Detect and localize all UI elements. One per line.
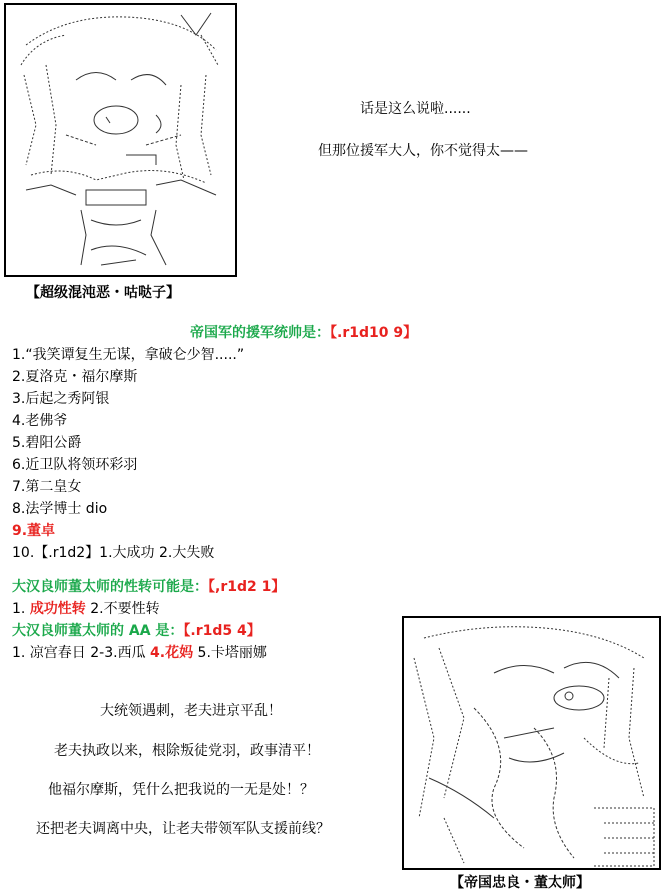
bottom-panel-caption: 【帝国忠良・董太师】	[450, 875, 590, 891]
roll1-option-4: 4.老佛爷	[12, 413, 68, 429]
roll1-option-6: 6.近卫队将领环彩羽	[12, 457, 138, 473]
top-dialogue-line-1: 话是这么说啦......	[360, 101, 471, 117]
top-dialogue-line-2: 但那位援军大人，你不觉得太——	[318, 143, 528, 159]
top-panel-caption: 【超级混沌恶・咕哒子】	[26, 285, 180, 301]
roll1-title: 帝国军的援军统帅是：	[190, 325, 330, 341]
roll2-options	[12, 598, 160, 618]
bottom-ascii-art-panel	[402, 616, 661, 870]
roll1-option-1: 1.“我笑谭复生无谋，拿破仑少智.....”	[12, 347, 245, 363]
roll1-option-8: 8.法学博士 dio	[12, 501, 108, 517]
roll2-title: 大汉良师董太师的性转可能是：	[12, 579, 208, 595]
bottom-dialogue-line-2: 老夫执政以来，根除叛徒党羽，政事清平！	[54, 743, 320, 759]
roll2-option-1-number: 1.	[12, 601, 26, 617]
roll1-result: 【.r1d10 9】	[330, 325, 418, 341]
roll3-options	[12, 642, 267, 662]
roll3-options-before: 1. 凉宫春日 2-3.西瓜	[12, 645, 146, 661]
roll2-option-1-selected: 成功性转	[29, 601, 86, 617]
roll3-options-after: 5.卡塔丽娜	[197, 645, 267, 661]
roll3-result: 【.r1d5 4】	[183, 623, 261, 639]
ascii-art-character-guda	[6, 5, 235, 275]
ascii-art-character-dong	[404, 618, 659, 868]
bottom-dialogue-line-4: 还把老夫调离中央，让老夫带领军队支援前线？	[36, 821, 330, 837]
roll2-result: 【,r1d2 1】	[208, 579, 286, 595]
roll2-option-2: 2.不要性转	[90, 601, 160, 617]
roll1-heading	[190, 322, 417, 342]
roll3-heading	[12, 620, 261, 640]
roll3-option-selected: 4.花妈	[150, 645, 194, 661]
roll1-option-2: 2.夏洛克・福尔摩斯	[12, 369, 138, 385]
roll1-option-7: 7.第二皇女	[12, 479, 82, 495]
roll3-title: 大汉良师董太师的 AA 是：	[12, 623, 184, 639]
bottom-dialogue-line-1: 大统领遇刺，老夫进京平乱！	[100, 703, 282, 719]
roll1-option-5: 5.碧阳公爵	[12, 435, 82, 451]
roll1-option-3: 3.后起之秀阿银	[12, 391, 110, 407]
top-ascii-art-panel	[4, 3, 237, 277]
bottom-dialogue-line-3: 他福尔摩斯，凭什么把我说的一无是处！？	[48, 782, 314, 798]
roll1-option-9-selected: 9.董卓	[12, 523, 56, 539]
roll1-option-10: 10.【.r1d2】1.大成功 2.大失败	[12, 545, 215, 561]
roll2-heading	[12, 576, 285, 596]
